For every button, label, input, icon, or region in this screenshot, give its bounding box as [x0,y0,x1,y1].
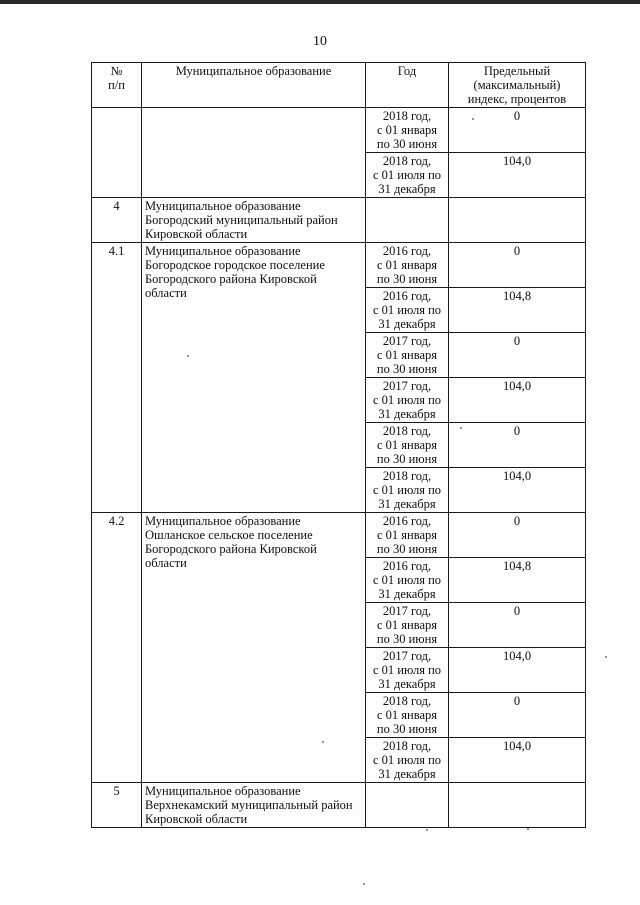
year-cell [366,198,449,243]
period-cell: 2017 год, с 01 января по 30 июня [366,333,449,378]
municipality-name [142,108,366,198]
period-cell: 2018 год, с 01 января по 30 июня [366,108,449,153]
municipality-name: Муниципальное образование Ошланское сельское поселение Богородского района Кировской области [142,513,366,783]
table-row [92,198,586,243]
scan-speck [605,656,607,658]
table-header-row [92,63,586,108]
index-value: 104,8 [449,558,586,603]
scan-speck [460,427,462,429]
tariff-index-table [91,62,586,828]
header-index: Предельный (максимальный) индекс, процентов [449,63,586,108]
scan-speck [187,355,189,357]
period-cell: 2016 год, с 01 июля по 31 декабря [366,288,449,333]
index-value: 0 [449,243,586,288]
index-value: 0 [449,693,586,738]
scan-top-edge [0,0,640,4]
index-value: 104,0 [449,648,586,693]
scan-speck [322,741,324,743]
index-cell [449,783,586,828]
index-value: 104,0 [449,738,586,783]
period-cell: 2018 год, с 01 января по 30 июня [366,693,449,738]
scan-speck [426,829,428,831]
index-cell [449,198,586,243]
table-row [92,513,586,558]
row-number: 4.2 [92,513,142,783]
index-value: 104,8 [449,288,586,333]
period-cell: 2018 год, с 01 июля по 31 декабря [366,153,449,198]
municipality-name: Муниципальное образование Верхнекамский муниципальный район Кировской области [142,783,366,828]
index-value: 0 [449,108,586,153]
index-value: 0 [449,423,586,468]
period-cell: 2017 год, с 01 июля по 31 декабря [366,648,449,693]
year-cell [366,783,449,828]
table-row [92,243,586,288]
municipality-name: Муниципальное образование Богородский муниципальный район Кировской области [142,198,366,243]
row-number: 5 [92,783,142,828]
period-cell: 2016 год, с 01 января по 30 июня [366,513,449,558]
header-num: № п/п [92,63,142,108]
period-cell: 2016 год, с 01 июля по 31 декабря [366,558,449,603]
index-value: 0 [449,333,586,378]
index-value: 104,0 [449,153,586,198]
index-value: 104,0 [449,378,586,423]
table-row [92,783,586,828]
period-cell: 2018 год, с 01 июля по 31 декабря [366,468,449,513]
municipality-name: Муниципальное образование Богородское городское поселение Богородского района Кировской области [142,243,366,513]
row-number [92,108,142,198]
scan-speck [363,883,365,885]
row-number: 4 [92,198,142,243]
header-year: Год [366,63,449,108]
index-value: 0 [449,603,586,648]
period-cell: 2018 год, с 01 июля по 31 декабря [366,738,449,783]
page-number: 10 [313,34,327,49]
row-number: 4.1 [92,243,142,513]
period-cell: 2017 год, с 01 июля по 31 декабря [366,378,449,423]
index-value: 0 [449,513,586,558]
scan-speck [527,828,529,830]
header-municipality: Муниципальное образование [142,63,366,108]
scan-speck [472,118,474,120]
table-row [92,108,586,153]
index-value: 104,0 [449,468,586,513]
period-cell: 2016 год, с 01 января по 30 июня [366,243,449,288]
period-cell: 2017 год, с 01 января по 30 июня [366,603,449,648]
period-cell: 2018 год, с 01 января по 30 июня [366,423,449,468]
